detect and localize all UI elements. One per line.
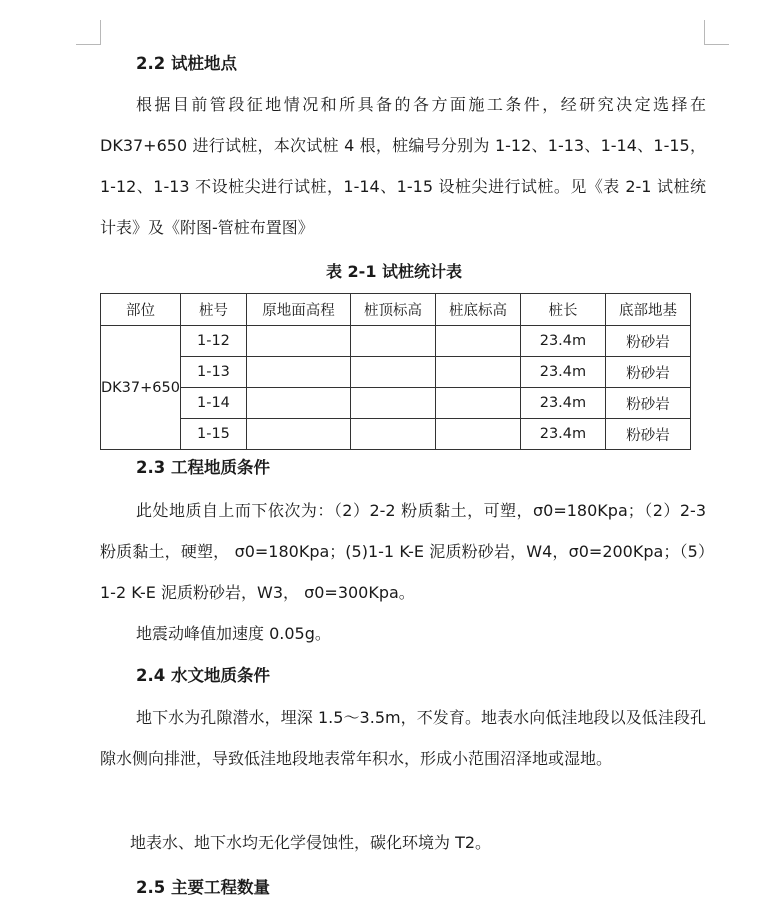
- table-row: [101, 326, 691, 357]
- section-heading-2-4: 2.4 水文地质条件: [136, 666, 270, 685]
- page-corner-mark-right: [704, 20, 729, 45]
- table-cell-base: 粉砂岩: [605, 357, 690, 388]
- table-cell-bottom-elevation: [435, 326, 520, 357]
- table-cell-base: 粉砂岩: [605, 326, 690, 357]
- table-cell-ground-elevation: [246, 419, 350, 450]
- table-cell-bottom-elevation: [435, 357, 520, 388]
- section-paragraph-2-3: 此处地质自上而下依次为：（2）2-2 粉质黏土，可塑，σ0=180Kpa；（2）2-3 粉质黏土，硬塑， σ0=180Kpa；(5)1-1 K-E 泥质粉砂岩，W4，σ0=200Kpa；（5）1-2 K-E 泥质粉砂岩，W3， σ0=300Kpa。: [100, 501, 706, 602]
- table-cell-length: 23.4m: [520, 357, 605, 388]
- table-cell-pile: 1-15: [180, 419, 246, 450]
- table-cell-bottom-elevation: [435, 388, 520, 419]
- table-header-cell: 桩顶标高: [350, 294, 435, 326]
- table-cell-bottom-elevation: [435, 419, 520, 450]
- table-cell-pile: 1-12: [180, 326, 246, 357]
- table-row: [101, 357, 691, 388]
- section-heading-2-3: 2.3 工程地质条件: [136, 458, 270, 477]
- table-cell-base: 粉砂岩: [605, 419, 690, 450]
- section-paragraph-2-2: 根据目前管段征地情况和所具备的各方面施工条件，经研究决定选择在 DK37+650 进行试桩，本次试桩 4 根，桩编号分别为 1-12、1-13、1-14、1-15，1-12、1-13 不设桩尖进行试桩，1-14、1-15 设桩尖进行试桩。见《表 2-1 试桩统计表》及《附图-管桩布置图》: [100, 95, 706, 237]
- seismic-acceleration-text: 地震动峰值加速度 0.05g。: [136, 624, 331, 643]
- table-header-cell: 桩长: [520, 294, 605, 326]
- table-cell-ground-elevation: [246, 357, 350, 388]
- table-cell-length: 23.4m: [520, 388, 605, 419]
- table-cell-top-elevation: [350, 419, 435, 450]
- table-cell-top-elevation: [350, 326, 435, 357]
- section-heading-2-2: 2.2 试桩地点: [136, 54, 237, 73]
- table-cell-base: 粉砂岩: [605, 388, 690, 419]
- table-cell-ground-elevation: [246, 388, 350, 419]
- corrosion-environment-text: 地表水、地下水均无化学侵蚀性，碳化环境为 T2。: [130, 833, 492, 852]
- pile-statistics-table: [100, 293, 691, 450]
- table-cell-top-elevation: [350, 357, 435, 388]
- table-cell-top-elevation: [350, 388, 435, 419]
- table-cell-length: 23.4m: [520, 326, 605, 357]
- table-header-cell: 部位: [101, 294, 181, 326]
- table-header-cell: 底部地基: [605, 294, 690, 326]
- table-cell-pile: 1-13: [180, 357, 246, 388]
- table-row: [101, 419, 691, 450]
- table-cell-pile: 1-14: [180, 388, 246, 419]
- page-corner-mark-left: [76, 20, 101, 45]
- table-caption: 表 2-1 试桩统计表: [325, 262, 463, 281]
- table-header-cell: 桩底标高: [435, 294, 520, 326]
- table-row: [101, 388, 691, 419]
- table-location-cell: DK37+650: [101, 326, 181, 450]
- section-paragraph-2-4: 地下水为孔隙潜水，埋深 1.5～3.5m，不发育。地表水向低洼地段以及低洼段孔隙水侧向排泄，导致低洼地段地表常年积水，形成小范围沼泽地或湿地。: [100, 708, 706, 768]
- table-cell-ground-elevation: [246, 326, 350, 357]
- section-heading-2-5: 2.5 主要工程数量: [136, 878, 270, 897]
- table-header-cell: 桩号: [180, 294, 246, 326]
- table-header-row: [101, 294, 691, 326]
- table-cell-length: 23.4m: [520, 419, 605, 450]
- table-header-cell: 原地面高程: [246, 294, 350, 326]
